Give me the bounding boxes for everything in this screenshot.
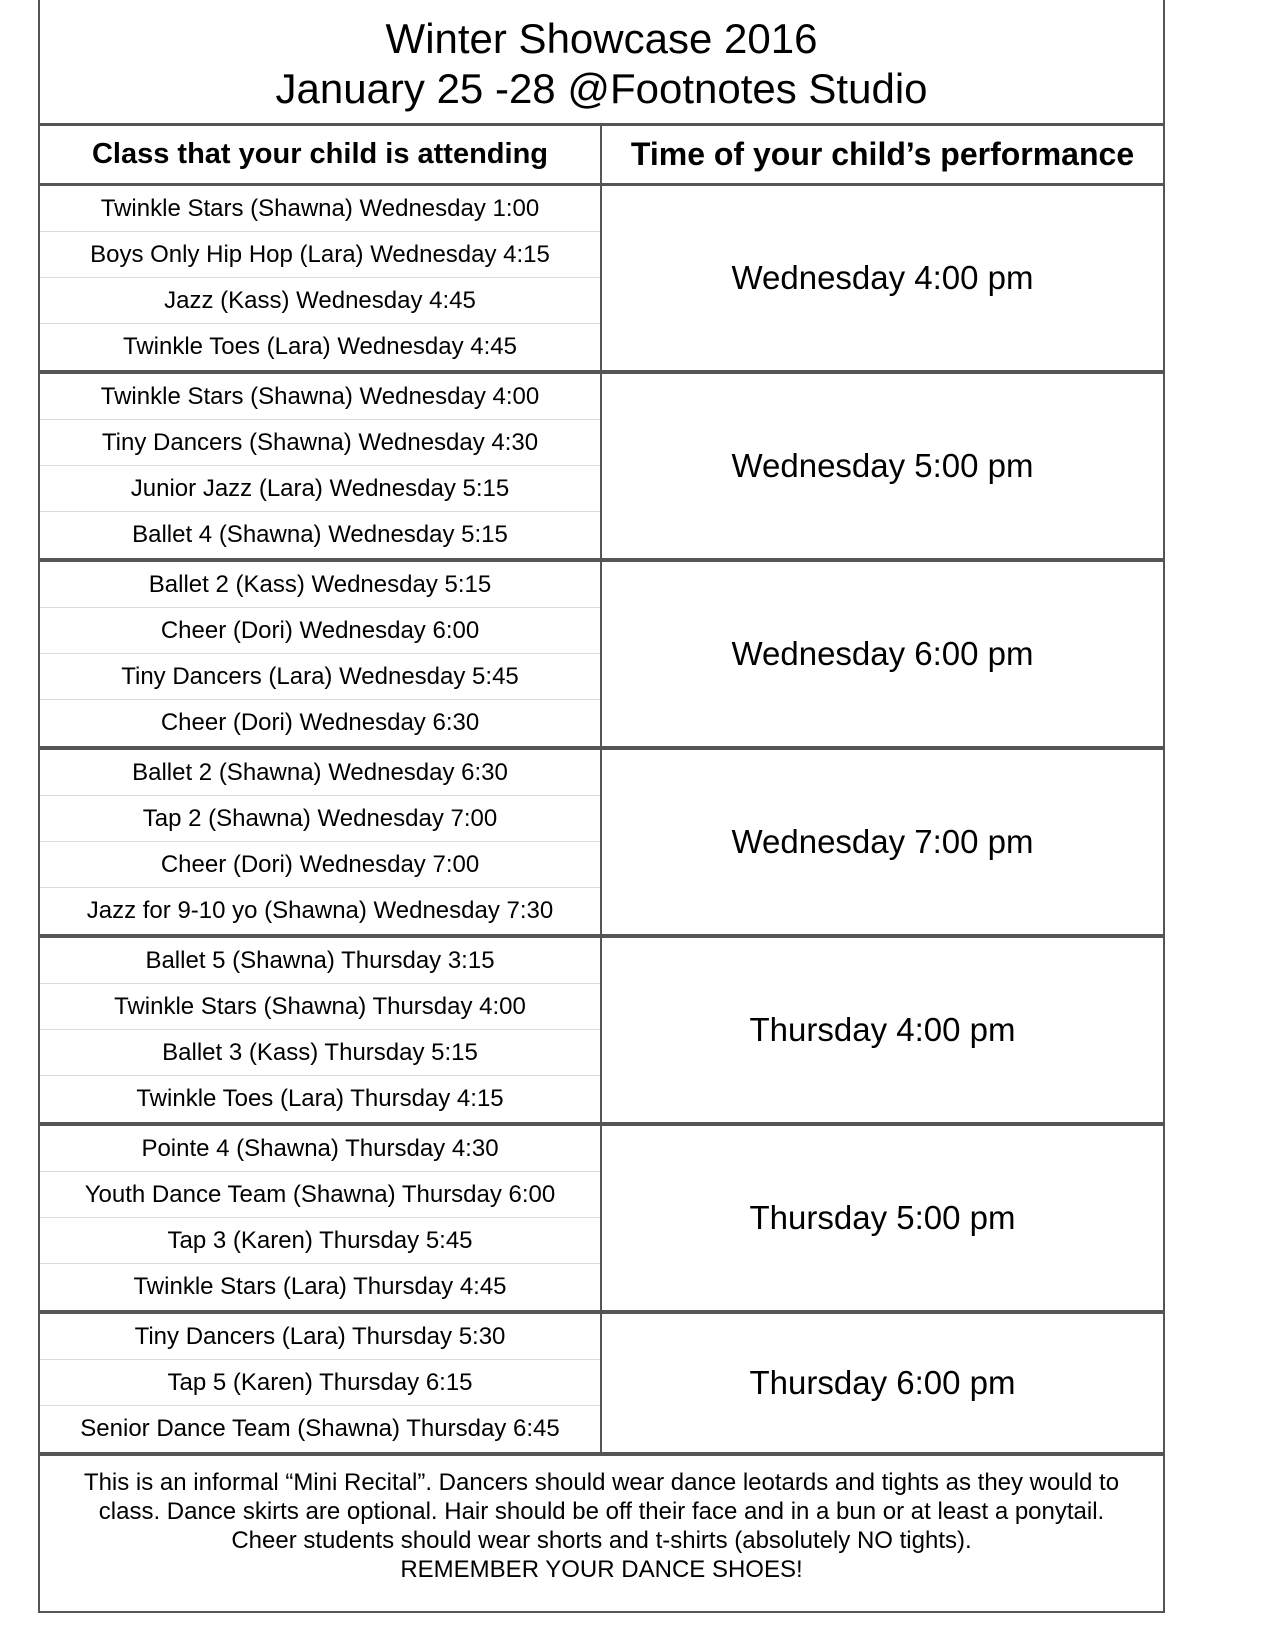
class-row: Twinkle Toes (Lara) Wednesday 4:45 [123,333,517,360]
instruction-line: Cheer students should wear shorts and t-shirts (absolutely NO tights). [231,1527,972,1554]
class-row: Tap 5 (Karen) Thursday 6:15 [40,1360,600,1406]
instruction-line: This is an informal “Mini Recital”. Dancers should wear dance leotards and tights as they would to [83,1469,1120,1496]
performance-group [40,186,1163,374]
class-row: Twinkle Stars (Shawna) Wednesday 1:00 [40,186,600,232]
schedule-table-body [40,186,1163,1456]
schedule-sheet [38,0,1165,1613]
class-row: Ballet 5 (Shawna) Thursday 3:15 [40,938,600,984]
class-row: Ballet 3 (Kass) Thursday 5:15 [40,1030,600,1076]
class-list [40,374,602,558]
time-column-header: Time of your child’s performance [630,136,1135,172]
class-list [40,1314,602,1452]
performance-group [40,562,1163,750]
class-list [40,1126,602,1310]
table-header-row [40,126,1163,186]
performance-group [40,938,1163,1126]
class-row: Ballet 2 (Shawna) Wednesday 6:30 [40,750,600,796]
class-row: Tiny Dancers (Shawna) Wednesday 4:30 [40,420,600,466]
class-row: Cheer (Dori) Wednesday 7:00 [40,842,600,888]
class-row: Senior Dance Team (Shawna) Thursday 6:45 [80,1415,560,1442]
performance-time: Thursday 5:00 pm [749,1199,1016,1236]
class-row: Twinkle Stars (Lara) Thursday 4:45 [133,1273,507,1300]
class-row: Ballet 4 (Shawna) Wednesday 5:15 [132,521,508,548]
class-row: Cheer (Dori) Wednesday 6:30 [160,709,480,736]
performance-time: Wednesday 4:00 pm [731,259,1034,296]
performance-time: Wednesday 5:00 pm [731,447,1034,484]
performance-group [40,1314,1163,1456]
performance-time: Thursday 4:00 pm [749,1011,1016,1048]
performance-group [40,750,1163,938]
class-row: Boys Only Hip Hop (Lara) Wednesday 4:15 [40,232,600,278]
class-row: Jazz (Kass) Wednesday 4:45 [40,278,600,324]
class-list [40,750,602,934]
class-row: Twinkle Stars (Shawna) Thursday 4:00 [40,984,600,1030]
instruction-line: class. Dance skirts are optional. Hair should be off their face and in a bun or at least a ponytail. [98,1498,1105,1525]
performance-time: Wednesday 7:00 pm [731,823,1034,860]
class-row: Tap 3 (Karen) Thursday 5:45 [40,1218,600,1264]
class-row: Jazz for 9-10 yo (Shawna) Wednesday 7:30 [86,897,554,924]
class-row: Junior Jazz (Lara) Wednesday 5:15 [40,466,600,512]
page-title: Winter Showcase 2016 [385,15,818,62]
class-row: Twinkle Toes (Lara) Thursday 4:15 [136,1085,504,1112]
class-row: Cheer (Dori) Wednesday 6:00 [40,608,600,654]
performance-group [40,374,1163,562]
performance-time: Thursday 6:00 pm [749,1364,1016,1401]
event-dates-location: January 25 -28 @Footnotes Studio [275,65,928,112]
class-row: Tiny Dancers (Lara) Wednesday 5:45 [40,654,600,700]
recital-instructions [40,1456,1163,1584]
class-column-header: Class that your child is attending [40,126,602,183]
class-row: Tap 2 (Shawna) Wednesday 7:00 [40,796,600,842]
shoes-reminder: REMEMBER YOUR DANCE SHOES! [400,1556,803,1583]
performance-time: Wednesday 6:00 pm [731,635,1034,672]
class-list [40,562,602,746]
class-list [40,186,602,370]
class-row: Tiny Dancers (Lara) Thursday 5:30 [40,1314,600,1360]
title-block [40,0,1163,126]
performance-group [40,1126,1163,1314]
class-row: Youth Dance Team (Shawna) Thursday 6:00 [40,1172,600,1218]
class-row: Pointe 4 (Shawna) Thursday 4:30 [40,1126,600,1172]
class-list [40,938,602,1122]
class-row: Twinkle Stars (Shawna) Wednesday 4:00 [40,374,600,420]
class-row: Ballet 2 (Kass) Wednesday 5:15 [40,562,600,608]
